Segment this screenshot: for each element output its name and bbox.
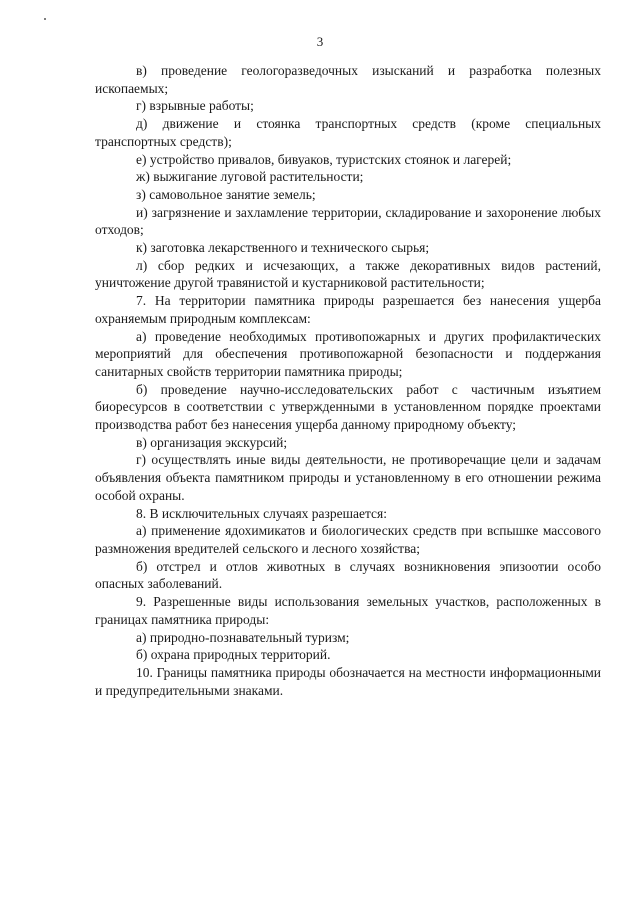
paragraph: и) загрязнение и захламление территории, складирование и захоронение любых отходов;	[95, 204, 601, 238]
paragraph: 10. Границы памятника природы обозначается на местности информационными и предупредительными знаками.	[95, 664, 601, 698]
paragraph: в) проведение геологоразведочных изысканий и разработка полезных ископаемых;	[95, 63, 601, 96]
paragraph: к) заготовка лекарственного и технического сырья;	[136, 240, 430, 256]
paragraph: а) проведение необходимых противопожарных и других профилактических мероприятий для обеспечения противопожарной безопасности и поддержания санитарных свойств территории памятника природы;	[95, 328, 601, 379]
paragraph: б) проведение научно-исследовательских работ с частичным изъятием биоресурсов в соответствии с утвержденными в установленном порядке проектами производства работ без нанесения ущерба данному природному объекту;	[95, 381, 601, 433]
paragraph: е) устройство привалов, бивуаков, туристских стоянок и лагерей;	[136, 151, 512, 167]
paragraph: в) организация экскурсий;	[136, 434, 288, 450]
paragraph: б) охрана природных территорий.	[136, 647, 331, 663]
paragraph: д) движение и стоянка транспортных средств (кроме специальных транспортных средств);	[95, 116, 601, 149]
paragraph: з) самовольное занятие земель;	[136, 186, 316, 202]
paragraph: б) отстрел и отлов животных в случаях возникновения эпизоотии особо опасных заболеваний.	[95, 558, 601, 592]
paragraph: г) взрывные работы;	[136, 98, 254, 114]
paragraph: 7. На территории памятника природы разрешается без нанесения ущерба охраняемым природным комплексам:	[95, 293, 601, 326]
page-number: 3	[316, 34, 324, 49]
paragraph: ж) выжигание луговой растительности;	[136, 169, 364, 185]
paragraph: г) осуществлять иные виды деятельности, не противоречащие цели и задачам объявления объекта памятником природы и установленному в его отношении режима особой охраны.	[95, 452, 601, 503]
paragraph: 8. В исключительных случаях разрешается:	[136, 505, 387, 521]
paragraph: л) сбор редких и исчезающих, а также декоративных видов растений, уничтожение другой травянистой и кустарниковой растительности;	[95, 257, 601, 291]
paragraph: а) применение ядохимикатов и биологических средств при вспышке массового размножения вредителей сельского и лесного хозяйства;	[95, 523, 601, 556]
paragraph: 9. Разрешенные виды использования земельных участков, расположенных в границах памятника природы:	[95, 594, 601, 627]
paragraph: а) природно-познавательный туризм;	[136, 629, 350, 645]
document-body	[95, 62, 601, 699]
scan-speck	[44, 18, 46, 20]
